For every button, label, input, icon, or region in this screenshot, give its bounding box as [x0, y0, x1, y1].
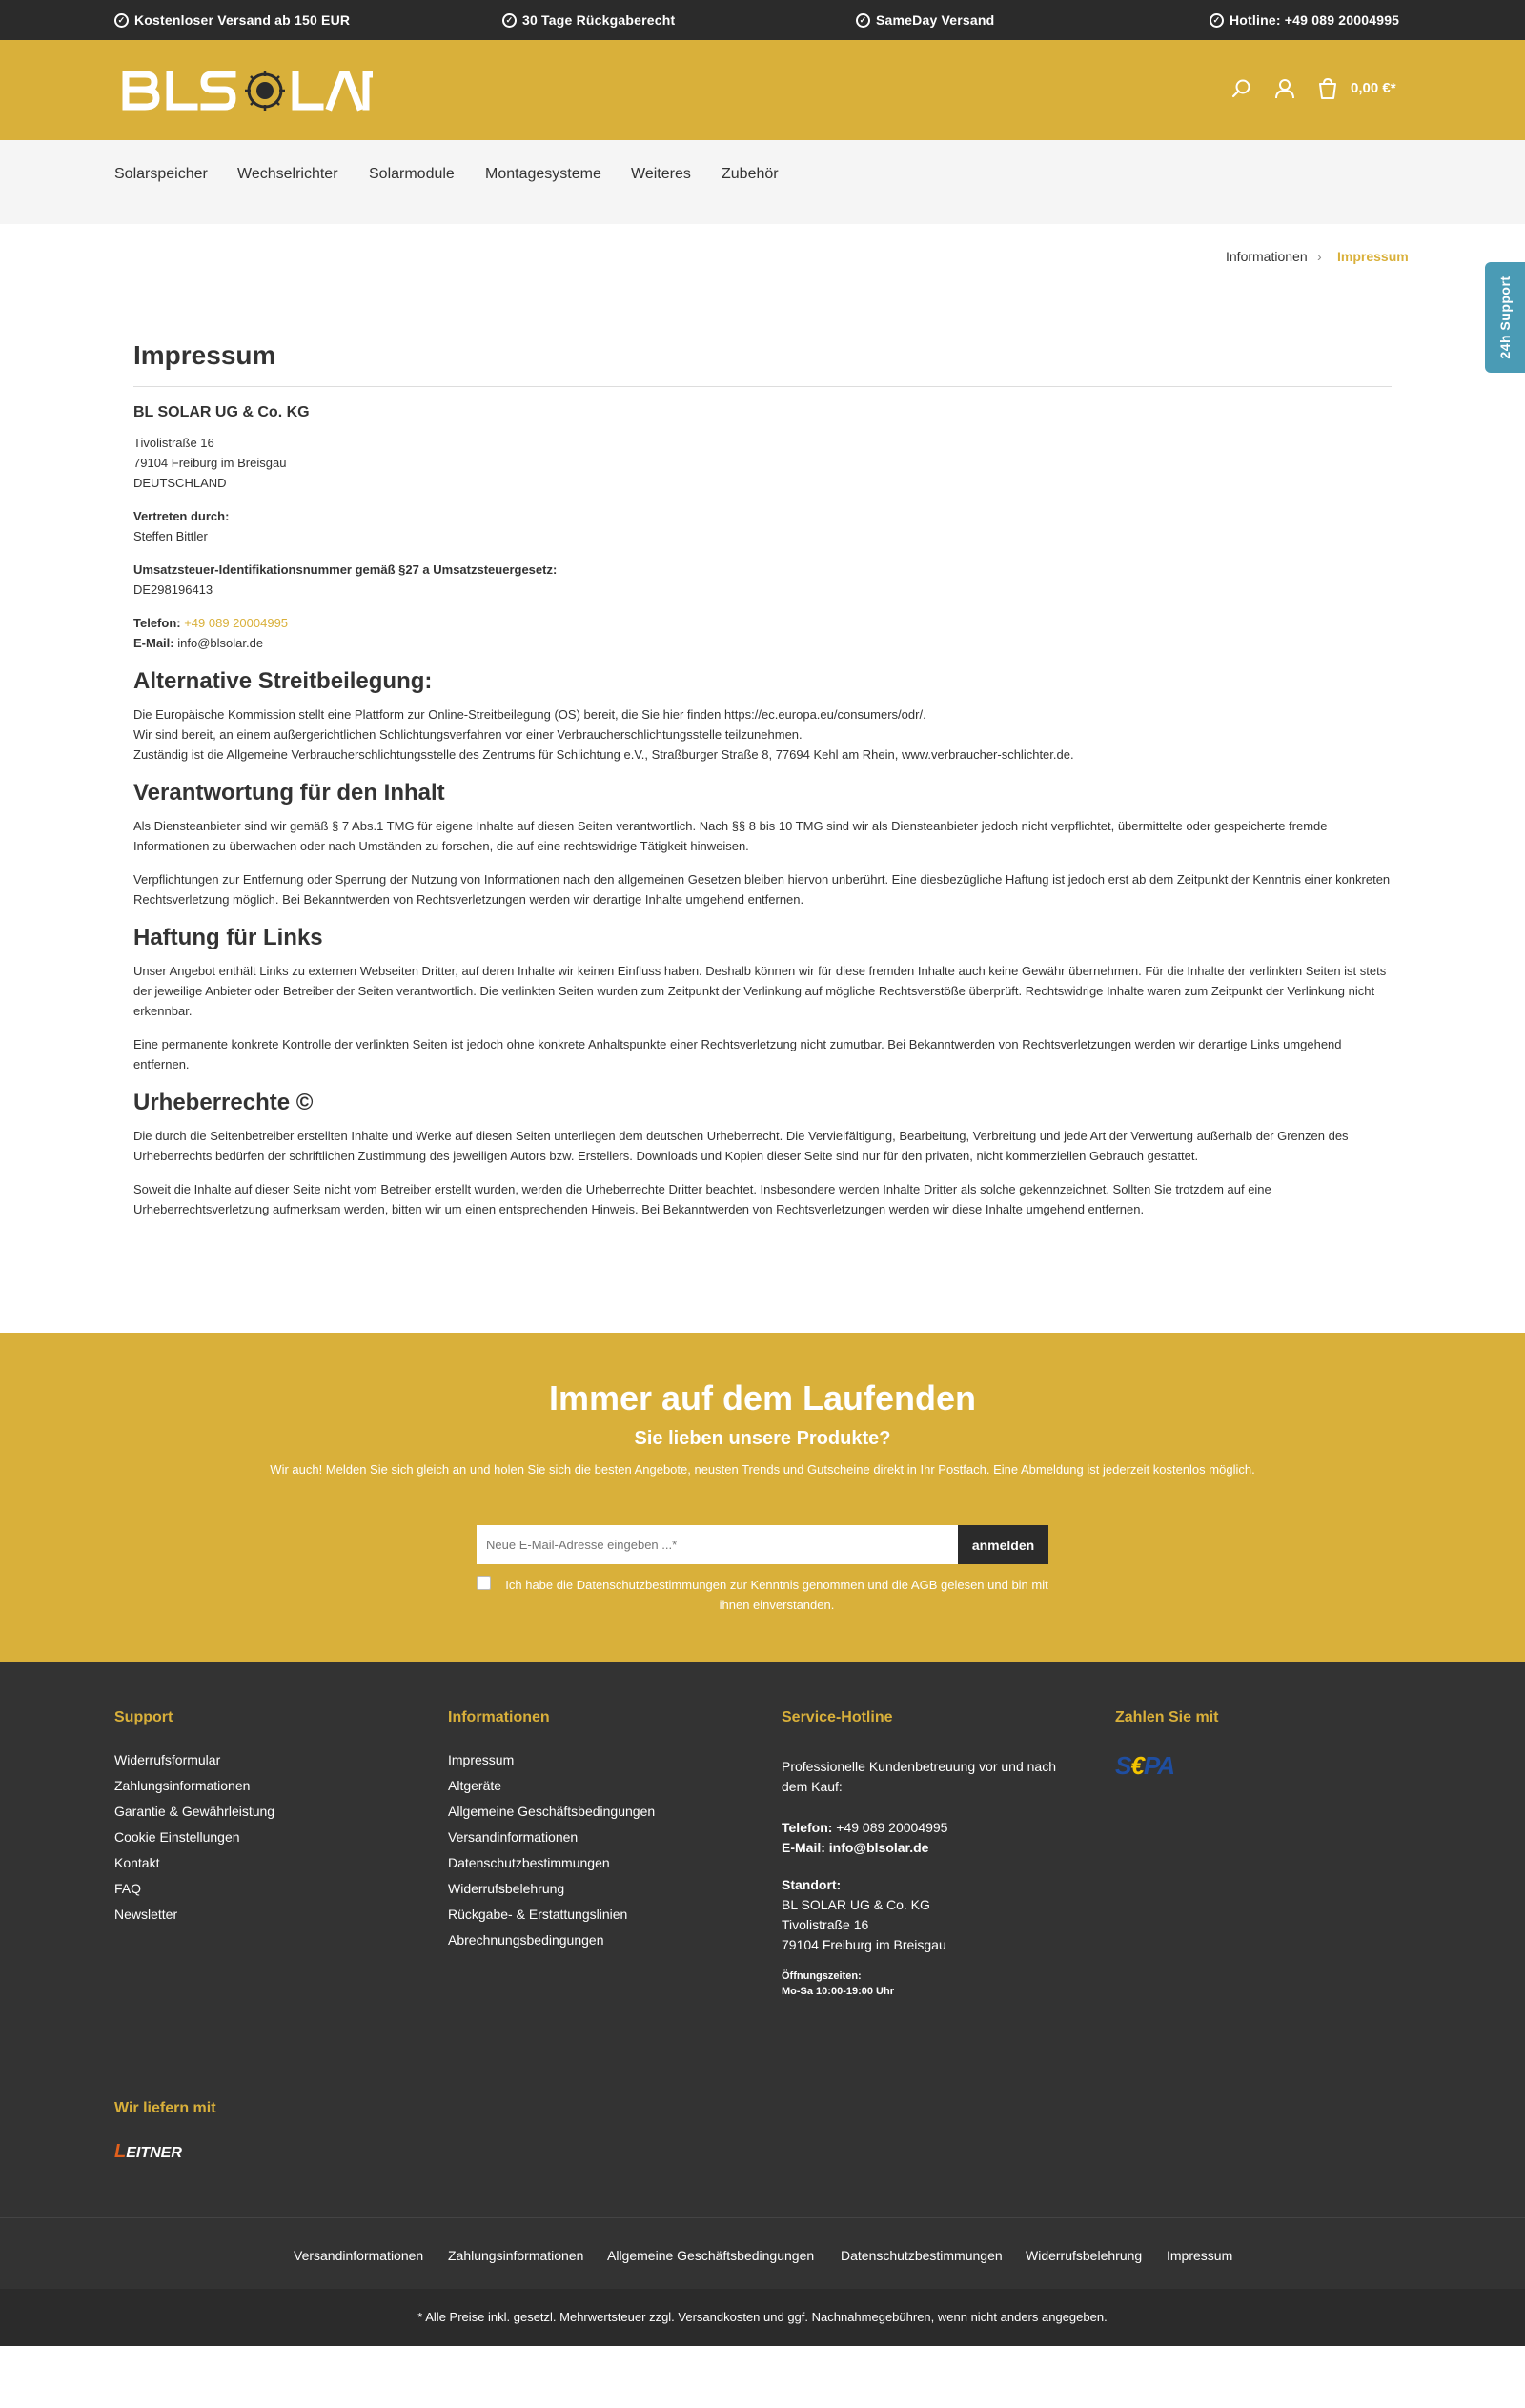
footer-link[interactable]: Kontakt [114, 1855, 160, 1870]
footer-bottom-link[interactable]: Widerrufsbelehrung [1026, 2248, 1143, 2263]
standort-street: Tivolistraße 16 [782, 1917, 869, 1932]
footer-info-title: Informationen [448, 1709, 550, 1725]
footer-link[interactable]: Newsletter [114, 1907, 178, 1922]
heading-urheberrechte: Urheberrechte © [133, 1090, 314, 1115]
haftung-links-p2: Eine permanente konkrete Kontrolle der verlinkten Seiten ist jedoch ohne konkrete Anhaltspunkte einer Rechtsverletzung nicht zumutbar. Bei Bekanntwerden von Rechtsverletzungen werden wir derartige Links umgehend entfernen. [133, 1037, 1342, 1071]
streitbeilegung-text [133, 704, 1392, 765]
standort-city: 79104 Freiburg im Breisgau [782, 1937, 946, 1952]
newsletter-section [0, 1333, 1525, 1662]
footer-link[interactable]: Versandinformationen [448, 1829, 579, 1845]
footer-link[interactable]: Cookie Einstellungen [114, 1829, 240, 1845]
vat-label: Umsatzsteuer-Identifikationsnummer gemäß §27 a Umsatzsteuergesetz: [133, 562, 558, 577]
opening-hours [782, 1969, 1087, 1999]
address [133, 433, 1392, 493]
usp-label: Hotline: +49 089 20004995 [1230, 12, 1400, 28]
representative-name: Steffen Bittler [133, 529, 208, 543]
support-tab[interactable] [1485, 262, 1525, 373]
check-circle-icon: ✓ [114, 13, 129, 28]
haftung-links-p1: Unser Angebot enthält Links zu externen Webseiten Dritter, auf deren Inhalte wir keinen Einfluss haben. Deshalb können wir für diese fremden Inhalte auch keine Gewähr übernehmen. Für die Inhalte der verlinkten Seiten ist stets der jeweilige Anbieter oder Betreiber der Seiten verantwortlich. Die verlinkten Seiten wurden zum Zeitpunkt der Verlinkung auf mögliche Rechtsverstöße überprüft. Rechtswidrige Inhalte waren zum Zeitpunkt der Verlinkung nicht erkennbar. [133, 964, 1387, 1018]
privacy-consent-label: Ich habe die Datenschutzbestimmungen zur Kenntnis genommen und die AGB gelesen und bin mit ihnen einverstanden. [505, 1578, 1048, 1612]
newsletter-subtitle: Sie lieben unsere Produkte? [634, 1428, 891, 1449]
verantwortung-p2: Verpflichtungen zur Entfernung oder Sperrung der Nutzung von Informationen nach den allgemeinen Gesetzen bleiben hiervon unberührt. Eine diesbezügliche Haftung ist jedoch erst ab dem Zeitpunkt der Kenntnis einer konkreten Rechtsverletzung möglich. Bei Bekanntwerden von Rechtsverletzungen werden wir derartige Inhalte umgehend entfernen. [133, 872, 1391, 907]
usp-bar [0, 0, 1525, 40]
support-tab-label: 24h Support [1497, 275, 1513, 359]
nav-item-weiteres[interactable]: Weiteres [631, 166, 691, 182]
company-name: BL SOLAR UG & Co. KG [133, 404, 310, 420]
footer-link[interactable]: FAQ [114, 1881, 142, 1896]
address-city: 79104 Freiburg im Breisgau [133, 456, 287, 470]
footer-support [114, 1709, 274, 1928]
heading-verantwortung: Verantwortung für den Inhalt [133, 780, 445, 806]
footer-hotline-title: Service-Hotline [782, 1709, 893, 1725]
newsletter-title: Immer auf dem Laufenden [548, 1378, 977, 1418]
streit-line-2: Wir sind bereit, an einem außergerichtlichen Schlichtungsverfahren vor einer Verbraucherschlichtungsstelle teilzunehmen. [133, 727, 803, 742]
cart-total[interactable]: 0,00 €* [1351, 80, 1396, 96]
check-circle-icon: ✓ [1210, 13, 1224, 28]
newsletter-text: Wir auch! Melden Sie sich gleich an und holen Sie sich die besten Angebote, neusten Trends und Gutscheine direkt in Ihr Postfach. Eine Abmeldung ist jederzeit kostenlos möglich. [270, 1462, 1255, 1477]
footer-payment [1115, 1709, 1218, 1747]
footer-bottom-link[interactable]: Impressum [1167, 2248, 1233, 2263]
address-country: DEUTSCHLAND [133, 476, 227, 490]
footer-link[interactable]: Allgemeine Geschäftsbedingungen [448, 1804, 656, 1819]
usp-free-shipping [114, 12, 350, 28]
page-title: Impressum [133, 340, 276, 370]
footer-bottom-nav [0, 2217, 1525, 2289]
newsletter-subscribe-button[interactable]: anmelden [958, 1525, 1048, 1564]
footer-link[interactable]: Datenschutzbestimmungen [448, 1855, 610, 1870]
phone-label: Telefon: [133, 616, 181, 630]
vat-id: DE298196413 [133, 582, 214, 597]
contact-info [133, 613, 1392, 653]
footer-link[interactable]: Impressum [448, 1752, 515, 1767]
standort-label: Standort: [782, 1877, 842, 1892]
search-icon[interactable] [1230, 76, 1254, 101]
privacy-consent-checkbox[interactable] [477, 1576, 491, 1590]
hotline-text: Professionelle Kundenbetreuung vor und nach dem Kauf: [782, 1759, 1056, 1794]
urheberrechte-p1: Die durch die Seitenbetreiber erstellten Inhalte und Werke auf diesen Seiten unterliegen dem deutschen Urheberrecht. Die Vervielfältigung, Bearbeitung, Verbreitung und jede Art der Verwertung außerhalb der Grenzen des Urheberrechts bedürfen der schriftlichen Zustimmung des jeweiligen Autors bzw. Erstellers. Downloads und Kopien dieser Seite sind nur für den privaten, nicht kommerziellen Gebrauch gestattet. [133, 1129, 1349, 1163]
representative [133, 506, 1392, 546]
footer-bottom-link[interactable]: Datenschutzbestimmungen [841, 2248, 1003, 2263]
nav-item-montagesysteme[interactable]: Montagesysteme [485, 166, 601, 182]
verantwortung-p1: Als Diensteanbieter sind wir gemäß § 7 Abs.1 TMG für eigene Inhalte auf diesen Seiten verantwortlich. Nach §§ 8 bis 10 TMG sind wir als Diensteanbieter jedoch nicht verpflichtet, übermittelte oder gespeicherte fremde Informationen zu überwachen oder nach Umständen zu forschen, die auf eine rechtswidrige Tätigkeit hinweisen. [133, 819, 1328, 853]
hotline-phone-label: Telefon: [782, 1820, 833, 1835]
header [0, 40, 1525, 140]
breadcrumb-parent[interactable]: Informationen [1226, 249, 1308, 264]
usp-sameday [856, 12, 994, 28]
urheberrechte-p2: Soweit die Inhalte auf dieser Seite nicht vom Betreiber erstellt wurden, werden die Urheberrechte Dritter beachtet. Insbesondere werden Inhalte Dritter als solche gekennzeichnet. Sollten Sie trotzdem auf eine Urheberrechtsverletzung aufmerksam werden, bitten wir um einen entsprechenden Hinweis. Bei Bekanntwerden von Rechtsverletzungen werden wir diese Inhalte umgehend entfernen. [133, 1182, 1271, 1216]
usp-label: SameDay Versand [876, 12, 995, 28]
usp-return [502, 12, 675, 28]
nav-item-solarmodule[interactable]: Solarmodule [369, 166, 455, 182]
divider [133, 386, 1392, 387]
page-end [0, 2346, 1525, 2408]
representative-label: Vertreten durch: [133, 509, 230, 523]
footer-deliver-title: Wir liefern mit [114, 2100, 216, 2116]
footer-bottom-link[interactable]: Versandinformationen [294, 2248, 424, 2263]
footer-link[interactable]: Zahlungsinformationen [114, 1778, 251, 1793]
hotline-email [782, 1838, 1087, 1858]
footer-link[interactable]: Abrechnungsbedingungen [448, 1932, 604, 1948]
streit-line-3: Zuständig ist die Allgemeine Verbraucherschlichtungsstelle des Zentrums für Schlichtung e.V., Straßburger Straße 8, 77694 Kehl am Rhein, www.verbraucher-schlichter.de. [133, 747, 1074, 762]
chevron-right-icon: › [1317, 249, 1322, 264]
streit-line-1: Die Europäische Kommission stellt eine Plattform zur Online-Streitbeilegung (OS) bereit, die Sie hier finden https://ec.europa.eu/consumers/odr/. [133, 707, 926, 722]
main-nav [0, 140, 1525, 224]
cart-icon[interactable] [1315, 76, 1340, 101]
address-street: Tivolistraße 16 [133, 436, 214, 450]
brand-logo[interactable] [120, 69, 373, 112]
footer-link[interactable]: Rückgabe- & Erstattungslinien [448, 1907, 628, 1922]
footer-link[interactable]: Widerrufsbelehrung [448, 1881, 565, 1896]
footer-link[interactable]: Garantie & Gewährleistung [114, 1804, 275, 1819]
hotline-phone [782, 1818, 1087, 1838]
footer-hotline [782, 1709, 1087, 1999]
footer-bottom-link[interactable]: Zahlungsinformationen [448, 2248, 584, 2263]
sepa-logo: S€PA [1115, 1751, 1175, 1780]
vat-info [133, 560, 1392, 600]
heading-streitbeilegung: Alternative Streitbeilegung: [133, 668, 433, 694]
footer-informationen [448, 1709, 655, 1953]
phone-link[interactable]: +49 089 20004995 [184, 616, 289, 630]
email-text: info@blsolar.de [177, 636, 264, 650]
account-icon[interactable] [1272, 76, 1297, 101]
hotline-email-label: E-Mail: [782, 1840, 825, 1855]
standort-company: BL SOLAR UG & Co. KG [782, 1897, 930, 1912]
newsletter-email-input[interactable] [477, 1525, 958, 1564]
nav-item-wechselrichter[interactable]: Wechselrichter [237, 166, 338, 182]
hotline-email-address[interactable]: info@blsolar.de [828, 1840, 929, 1855]
usp-label: 30 Tage Rückgaberecht [522, 12, 676, 28]
vat-note: * Alle Preise inkl. gesetzl. Mehrwertsteuer zzgl. Versandkosten und ggf. Nachnahmegebühren, wenn nicht anders angegeben. [0, 2289, 1525, 2346]
opening-hours-label: Öffnungszeiten: [782, 1970, 862, 1982]
footer-bottom-link[interactable]: Allgemeine Geschäftsbedingungen [607, 2248, 815, 2263]
impressum-content [133, 338, 1392, 1233]
usp-label: Kostenloser Versand ab 150 EUR [134, 12, 351, 28]
check-circle-icon: ✓ [502, 13, 517, 28]
usp-hotline [1210, 12, 1399, 28]
leitner-logo: LEITNER [114, 2141, 182, 2162]
standort [782, 1875, 1087, 1955]
nav-item-zubehoer[interactable]: Zubehör [722, 166, 779, 182]
email-label: E-Mail: [133, 636, 174, 650]
footer-pay-title: Zahlen Sie mit [1115, 1709, 1219, 1725]
breadcrumb-current: Impressum [1337, 249, 1409, 264]
footer-support-title: Support [114, 1709, 173, 1725]
hotline-phone-number[interactable]: +49 089 20004995 [836, 1820, 948, 1835]
footer-link[interactable]: Altgeräte [448, 1778, 502, 1793]
footer-link[interactable]: Widerrufsformular [114, 1752, 221, 1767]
nav-item-solarspeicher[interactable]: Solarspeicher [114, 166, 208, 182]
opening-hours-value: Mo-Sa 10:00-19:00 Uhr [782, 1986, 894, 1997]
check-circle-icon: ✓ [856, 13, 870, 28]
footer [0, 1662, 1525, 2217]
heading-haftung-links: Haftung für Links [133, 925, 323, 950]
